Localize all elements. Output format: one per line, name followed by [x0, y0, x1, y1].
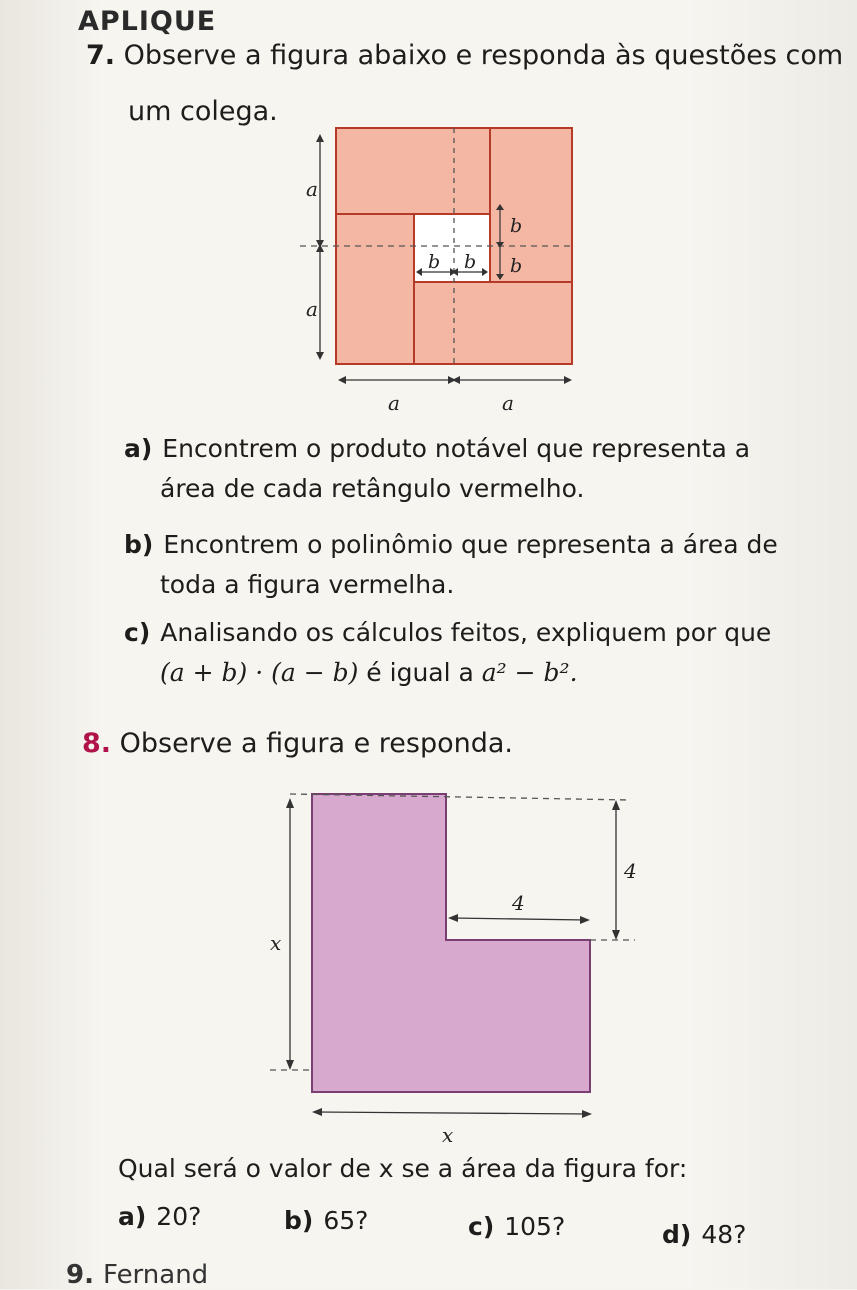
- q9-partial: [66, 1260, 208, 1290]
- q7-item-a-line2: área de cada retângulo vermelho.: [160, 474, 585, 503]
- q8-option-a-label: a): [118, 1202, 147, 1231]
- q8-l-shape-figure: [250, 780, 650, 1150]
- q8-option-d-value: 48?: [701, 1220, 747, 1249]
- q7-item-c-text1: Analisando os cálculos feitos, expliquem por que: [160, 618, 772, 647]
- q8-option-a: [118, 1200, 201, 1234]
- q7-rect-top-left: [336, 128, 490, 214]
- q7-label-a-base-right: a: [502, 391, 514, 415]
- q7-item-b-line1: [124, 528, 778, 562]
- q7-item-c-line1: [124, 616, 771, 650]
- q8-option-b-label: b): [284, 1206, 314, 1235]
- q8-option-d-label: d): [662, 1220, 692, 1249]
- q7-label-b-right-top: b: [510, 215, 523, 237]
- q7-item-c-expression: (a + b) · (a − b): [160, 658, 359, 687]
- q7-label-b-right-bottom: b: [510, 255, 523, 277]
- q8-option-a-value: 20?: [156, 1202, 202, 1231]
- q7-statement-line1: [86, 36, 843, 76]
- q7-item-c-label: c): [124, 618, 151, 647]
- q7-statement-line2: um colega.: [128, 96, 278, 127]
- q8-text: Observe a figura e responda.: [119, 728, 514, 759]
- q7-item-c-result: a² − b².: [481, 658, 578, 687]
- q8-statement: [82, 724, 513, 764]
- q7-rect-top-right: [490, 128, 572, 282]
- q7-item-b-text1: Encontrem o polinômio que representa a área de: [163, 530, 778, 559]
- q8-question: Qual será o valor de x se a área da figura for:: [118, 1154, 688, 1183]
- q7-label-a-top: a: [306, 177, 318, 201]
- q8-label-4-right: 4: [624, 859, 637, 883]
- q7-item-c-line2: [160, 656, 578, 690]
- q8-option-c-value: 105?: [504, 1212, 566, 1241]
- q7-rect-bottom-left: [336, 214, 414, 364]
- q8-l-shape: [312, 794, 590, 1092]
- q7-label-b2: b: [464, 251, 477, 273]
- q7-item-a-text1: Encontrem o produto notável que representa a: [162, 434, 751, 463]
- q8-option-c-label: c): [468, 1212, 495, 1241]
- q7-label-a-bottom: a: [306, 297, 318, 321]
- q7-item-c-middle: é igual a: [358, 658, 482, 687]
- q7-item-a-line1: [124, 432, 750, 466]
- section-heading: APLIQUE: [78, 6, 217, 37]
- q8-option-b: [284, 1204, 368, 1238]
- q8-label-x-left: x: [270, 931, 282, 955]
- q7-number: 7.: [86, 40, 116, 71]
- q7-label-a-base-left: a: [388, 391, 400, 415]
- q8-option-c: [468, 1210, 565, 1244]
- q8-label-4-top: 4: [512, 891, 525, 915]
- q7-text-line1: Observe a figura abaixo e responda às questões com: [123, 40, 844, 71]
- q7-item-b-line2: toda a figura vermelha.: [160, 570, 455, 599]
- q8-option-b-value: 65?: [323, 1206, 369, 1235]
- q8-label-x-bottom: x: [442, 1123, 454, 1147]
- q9-text: Fernand: [103, 1260, 209, 1290]
- q7-item-b-label: b): [124, 530, 154, 559]
- q8-option-d: [662, 1218, 746, 1252]
- q7-rect-bottom-right: [414, 282, 572, 364]
- q8-number: 8.: [82, 728, 112, 759]
- q7-square-figure: [270, 118, 600, 418]
- q7-item-a-label: a): [124, 434, 153, 463]
- q7-label-b1: b: [428, 251, 441, 273]
- q9-number: 9.: [66, 1260, 94, 1290]
